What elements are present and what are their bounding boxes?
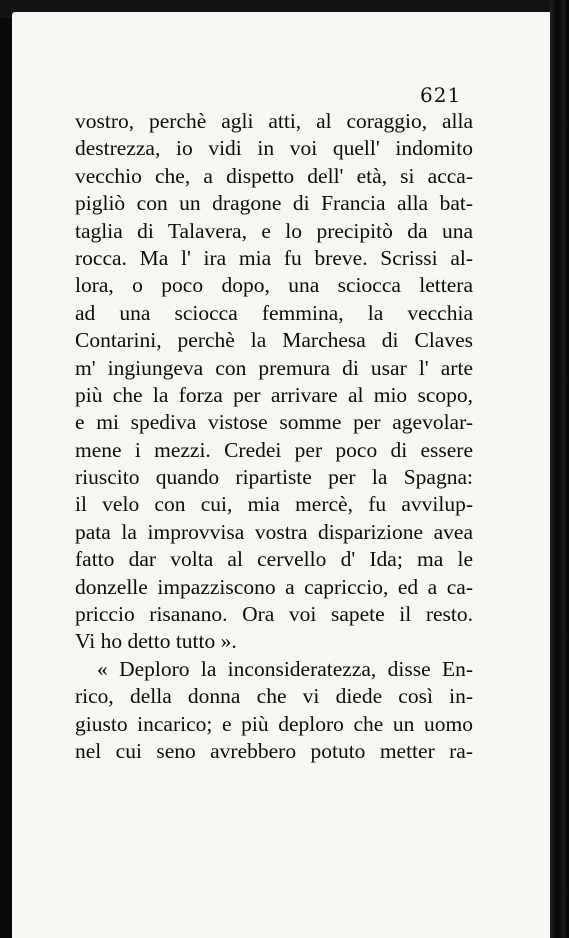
text-line: giusto incarico; e più deploro che un uomo: [75, 711, 473, 736]
text-line: rocca. Ma l' ira mia fu breve. Scrissi al-: [75, 245, 473, 270]
text-line: priccio risanano. Ora voi sapete il resto.: [75, 602, 473, 627]
text-line: più che la forza per arrivare al mio scopo,: [75, 382, 473, 407]
text-line: vecchio che, a dispetto dell' età, si acca-: [75, 163, 473, 188]
text-line: vostro, perchè agli atti, al coraggio, alla: [75, 109, 473, 133]
text-line: lora, o poco dopo, una sciocca lettera: [75, 273, 473, 298]
text-line: il velo con cui, mia mercè, fu avvilup-: [75, 492, 473, 517]
text-line: pata la improvvisa vostra disparizione avea: [75, 519, 473, 544]
text-line: fatto dar volta al cervello d' Ida; ma le: [75, 547, 473, 572]
text-line: e mi spediva vistose somme per agevolar-: [75, 410, 473, 435]
page-number: 621: [420, 83, 462, 107]
body-text: [75, 108, 473, 765]
book-gutter: [550, 0, 569, 938]
text-line: Contarini, perchè la Marchesa di Claves: [75, 328, 473, 353]
text-line: ad una sciocca femmina, la vecchia: [75, 300, 473, 325]
text-line: destrezza, io vidi in voi quell' indomito: [75, 136, 473, 161]
text-line: pigliò con un dragone di Francia alla bat-: [75, 191, 473, 216]
text-line: mene i mezzi. Credei per poco di essere: [75, 437, 473, 462]
text-line: rico, della donna che vi diede così in-: [75, 684, 473, 709]
text-line: donzelle impazziscono a capriccio, ed a ca-: [75, 574, 473, 599]
text-line: riuscito quando ripartiste per la Spagna:: [75, 465, 473, 490]
text-line: Vi ho detto tutto ».: [75, 629, 237, 654]
text-line: « Deploro la inconsideratezza, disse En-: [97, 656, 473, 681]
text-line: taglia di Talavera, e lo precipitò da una: [75, 218, 473, 243]
text-line: nel cui seno avrebbero potuto metter ra-: [75, 738, 473, 763]
text-line: m' ingiungeva con premura di usar l' arte: [75, 355, 473, 380]
